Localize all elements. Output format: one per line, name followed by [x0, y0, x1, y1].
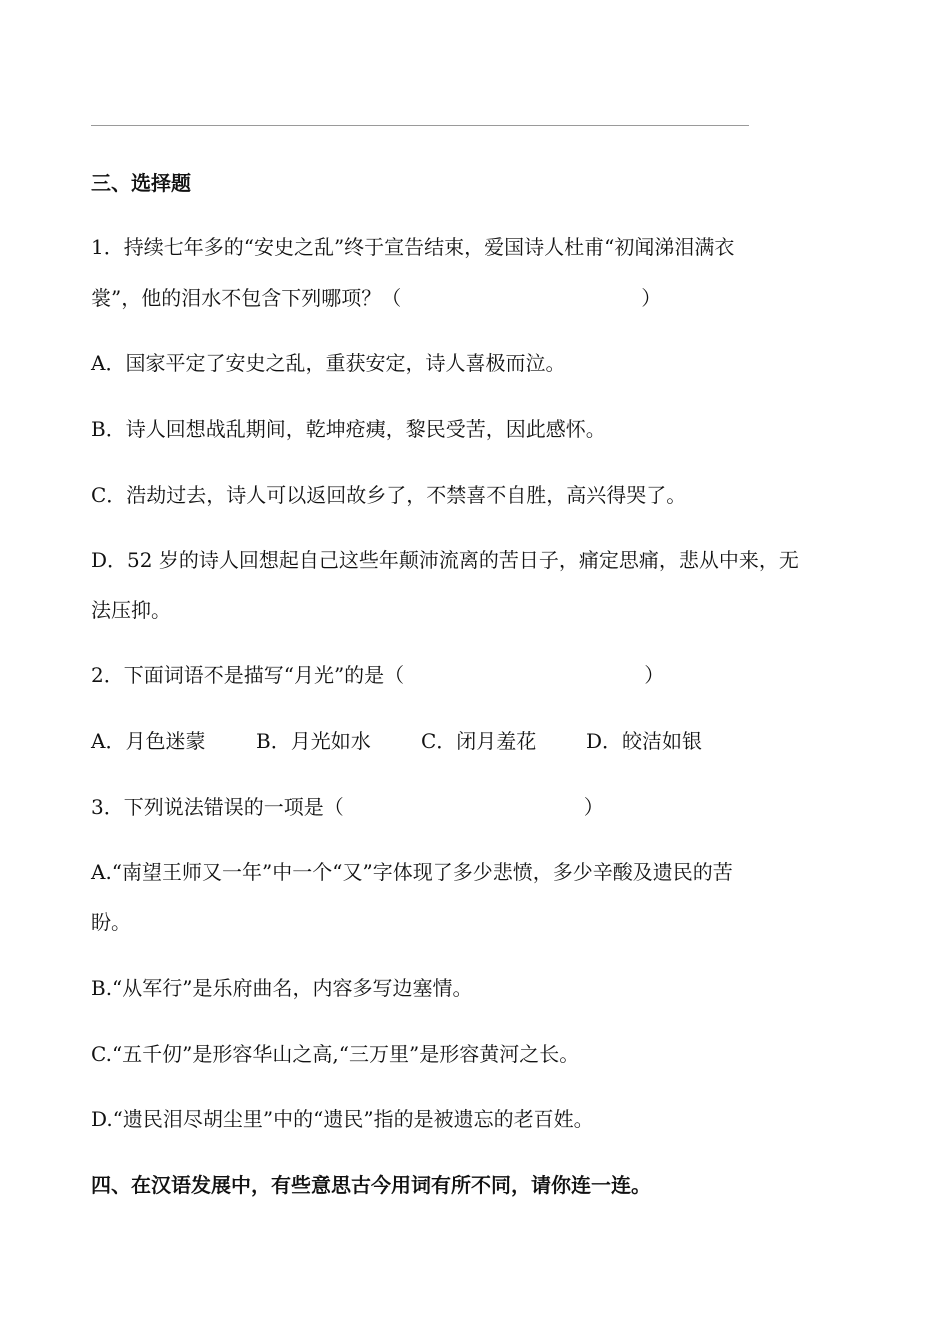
q2-options [91, 729, 702, 753]
q3-close-paren: ） [583, 795, 604, 819]
q2-close-paren: ） [644, 663, 665, 687]
section-4-heading: 四、在汉语发展中，有些意思古今用词有所不同，请你连一连。 [91, 1173, 651, 1197]
q2-option-d: D．皎洁如银 [586, 729, 703, 753]
q1-stem-line1: 1．持续七年多的“安史之乱”终于宣告结束，爱国诗人杜甫“初闻涕泪满衣 [91, 235, 735, 259]
q3-option-b: B.“从军行”是乐府曲名，内容多写边塞情。 [91, 976, 473, 1000]
q1-option-a: A．国家平定了安史之乱，重获安定，诗人喜极而泣。 [91, 351, 566, 375]
q1-option-d-line2: 法压抑。 [91, 598, 171, 622]
q3-option-d: D.“遗民泪尽胡尘里”中的“遗民”指的是被遗忘的老百姓。 [91, 1107, 594, 1131]
q2-option-c: C．闭月羞花 [421, 729, 537, 753]
q1-stem-line2 [91, 286, 661, 310]
q3-stem [91, 795, 604, 819]
top-divider-line [91, 125, 749, 126]
q3-option-a-line2: 盼。 [91, 910, 131, 934]
q1-option-b: B．诗人回想战乱期间，乾坤疮痍，黎民受苦，因此感怀。 [91, 417, 606, 441]
q2-option-a: A．月色迷蒙 [91, 729, 206, 753]
q1-option-d-line1: D．52 岁的诗人回想起自己这些年颠沛流离的苦日子，痛定思痛，悲从中来，无 [91, 548, 799, 572]
q1-stem-text: 裳”，他的泪水不包含下列哪项？（ [91, 286, 402, 310]
q1-close-paren: ） [641, 286, 662, 310]
q3-option-a-line1: A.“南望王师又一年”中一个“又”字体现了多少悲愤，多少辛酸及遗民的苦 [91, 860, 733, 884]
section-3-heading: 三、选择题 [91, 171, 191, 195]
q3-option-c: C.“五千仞”是形容华山之高,“三万里”是形容黄河之长。 [91, 1042, 580, 1066]
q2-stem [91, 663, 664, 687]
q3-stem-text: 3．下列说法错误的一项是（ [91, 795, 344, 819]
q2-option-b: B．月光如水 [256, 729, 371, 753]
q2-stem-text: 2．下面词语不是描写“月光”的是（ [91, 663, 405, 687]
q1-option-c: C．浩劫过去，诗人可以返回故乡了，不禁喜不自胜，高兴得哭了。 [91, 483, 687, 507]
